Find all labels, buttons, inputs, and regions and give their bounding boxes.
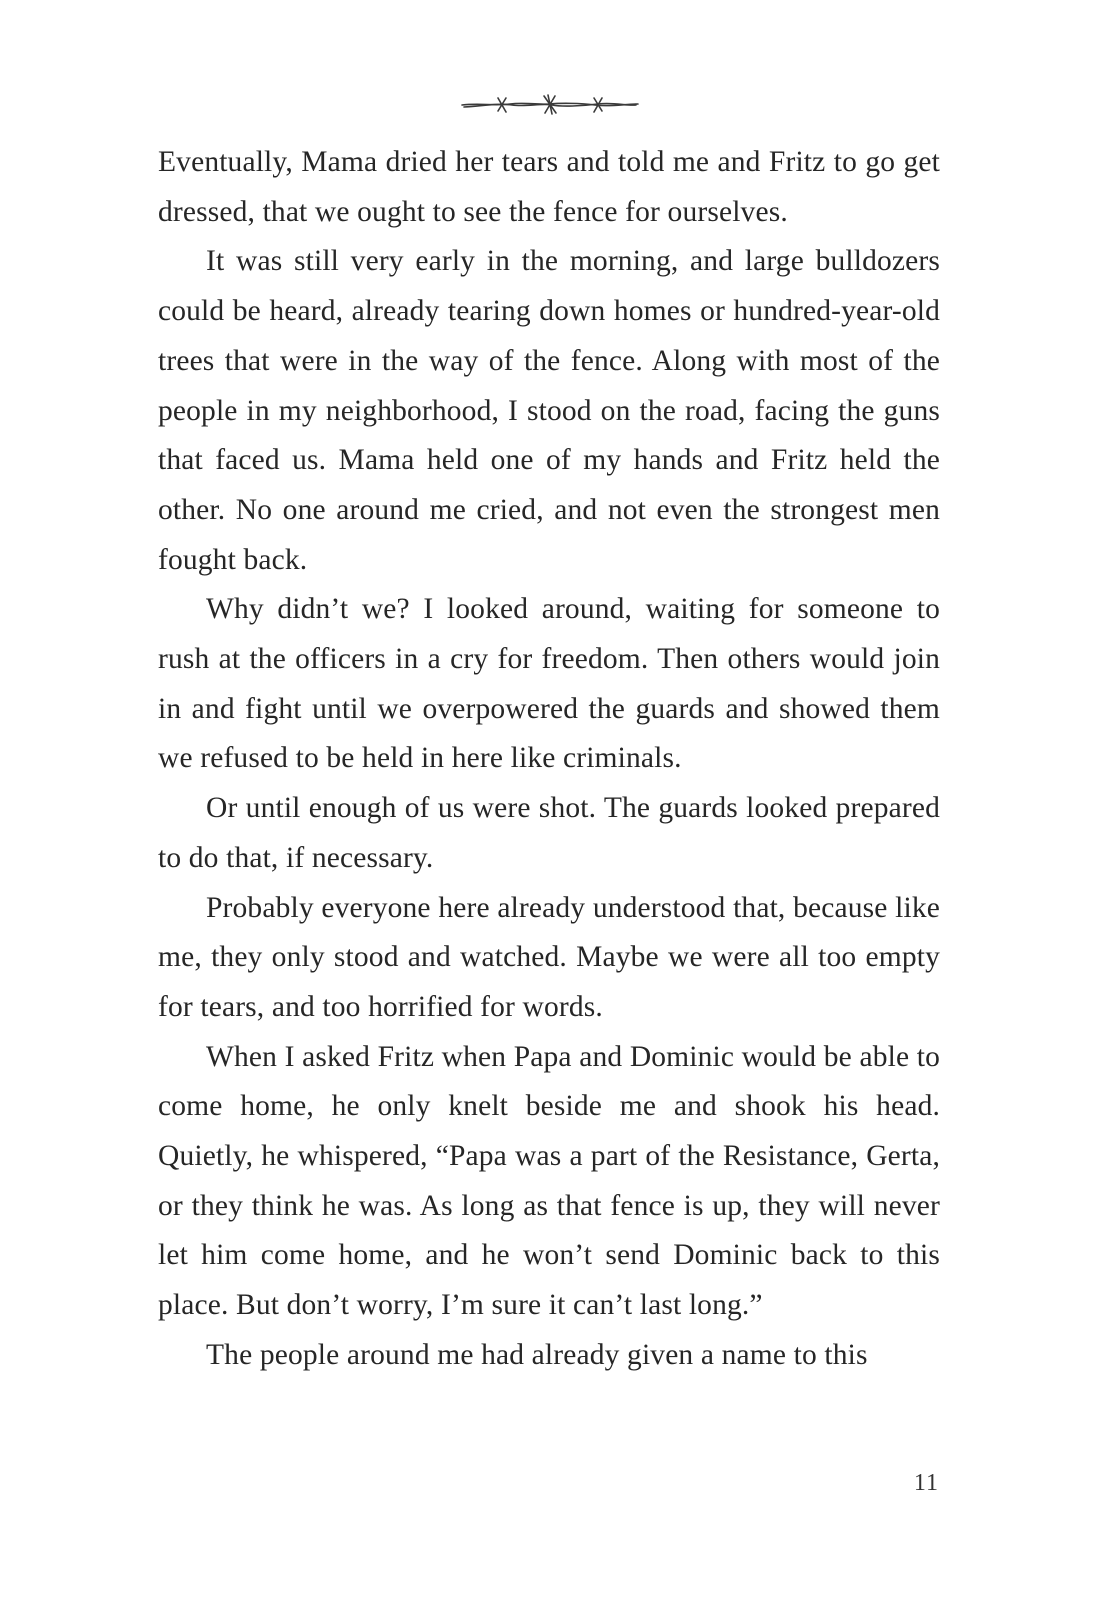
body-text [158, 138, 940, 1381]
barbed-wire-icon [460, 92, 640, 116]
paragraph: Why didn’t we? I looked around, waiting for someone to rush at the officers in a cry for freedom. Then others would join in and fight until we overpowered the guards and showed them we refused to be held in here like criminals. [158, 593, 940, 775]
paragraph: Probably everyone here already understood that, because like me, they only stood and watched. Maybe we were all too empty for tears, and too horrified for words. [158, 891, 940, 1023]
page-number: 11 [913, 1470, 939, 1496]
paragraph: The people around me had already given a name to this [206, 1338, 868, 1371]
paragraph: When I asked Fritz when Papa and Dominic would be able to come home, he only knelt beside me and shook his head. Quietly, he whispered, “Papa was a part of the Resistance, Gerta, or they think he was. As long as that fence is up, they will never let him come home, and he won’t send Dominic back to this place. But don’t worry, I’m sure it can’t last long.” [158, 1040, 940, 1322]
paragraph: It was still very early in the morning, and large bulldozers could be heard, already tearing down homes or hundred-year-old trees that were in the way of the fence. Along with most of the people in my neighborhood, I stood on the road, facing the guns that faced us. Mama held one of my hands and Fritz held the other. No one around me cried, and not even the strongest men fought back. [158, 245, 940, 576]
paragraph: Or until enough of us were shot. The guards looked prepared to do that, if necessary. [158, 792, 940, 874]
paragraph: Eventually, Mama dried her tears and told me and Fritz to go get dressed, that we ought to see the fence for ourselves. [158, 146, 940, 228]
